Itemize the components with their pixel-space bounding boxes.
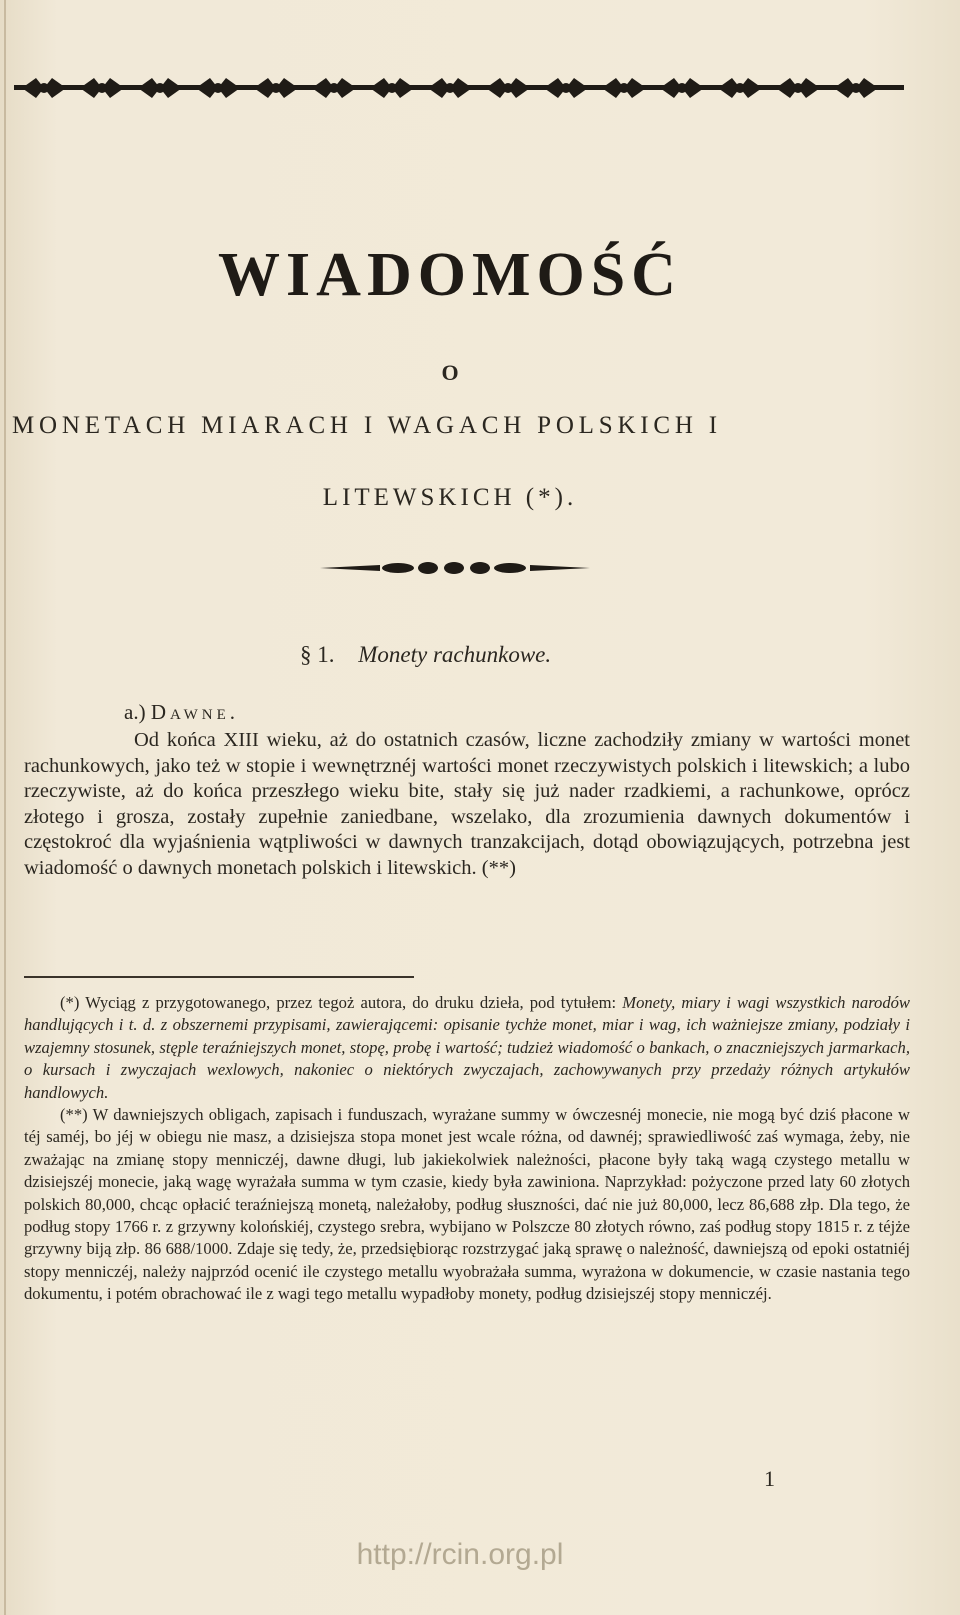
signature-mark: 1 <box>764 1466 775 1491</box>
ornament-dot <box>735 83 745 93</box>
footnote-1-marker: (*) <box>60 993 80 1012</box>
section-number: § 1. <box>300 642 335 667</box>
footnote-2-text: W dawniejszych obligach, zapisach i funduszach, wyrażane summy w ówczesnéj monecie, nie mogą być dziś płacone w téj saméj, bo jéj w obiegu nie masz, a dzisiejsza stopa monet jest wcale różna, od dawnéj; sprawiedliwość zaś wymaga, żeby, nie zważając na zmianę stopy menniczéj, dawne długi, lub jakiekolwiek należności, płacone były taką wagą czystego metallu w dzisiejszéj monecie, jaką wagę wyrażała summa w tym czasie, kiedy była zawiniona. Naprzykład: pożyczone przed laty 60 złotych polskich 80,000, chcąc opłacić teraźniejszą monetą, należałoby, podług słuszności, dać nie już 80,000, lecz 86,688 złp. Dla tego, że podług stopy 1766 r. z grzywny kolońskiéj, czystego srebra, wybijano w Polszcze 80 złotych równo, zaś podług stopy 1815 r. z téjże grzywny biją złp. 86 688/1000. Zdaje się tedy, że, przedsiębiorąc rozstrzygać jaką sprawę o należność, dawniejszą od epoki ostatniéj stopy menniczéj, należy najprzód ocenić ile czystego metallu wyobrażała summa, wyrażona w dokumencie, w czasie nastania tego dokumentu, i potém obrachować ile z wagi tego metallu wypadłoby monety, podług dzisiejszéj stopy menniczéj. <box>24 1105 910 1304</box>
ornament-dot <box>271 83 281 93</box>
ornament-dot <box>677 83 687 93</box>
footnote-1-text: Wyciąg z przygotowanego, przez tegoż autora, do druku dzieła, pod tytułem: <box>85 993 617 1012</box>
footer-url: http://rcin.org.pl <box>356 1538 564 1571</box>
footnote-2-marker: (**) <box>60 1105 88 1125</box>
footnote-rule <box>24 976 414 978</box>
ornament-dot <box>97 83 107 93</box>
section-heading <box>300 642 551 668</box>
ornament-dot <box>445 83 455 93</box>
footnote-1 <box>24 992 910 1104</box>
section-title: Monety rachunkowe. <box>358 642 552 667</box>
footnotes <box>24 992 910 1306</box>
middle-ornament-divider <box>320 560 590 576</box>
subtitle-o: O <box>441 360 459 385</box>
subsection-heading <box>124 700 239 725</box>
subsection-title: Dawne. <box>150 700 240 724</box>
ornament-dot <box>561 83 571 93</box>
body-paragraph: Od końca XIII wieku, aż do ostatnich czasów, liczne zachodziły zmiany w wartości monet rachunkowych, jako też w stopie i wewnętrznéj wartości monet rzeczywistych polskich i litewskich; a lubo rzeczywiste, aż do końca przeszłego wieku bite, stały się już nader rzadkiemi, a rachunkowe, oprócz złotego i grosza, zostały zupełnie zaniedbane, wszelako, dla zrozumienia dawnych dokumentów i częstokroć dla wyjaśnienia wątpliwości w dawnych tranzakcijach, dotąd obowiązujących, potrzebna jest wiadomość o dawnych monetach polskich i litewskich. (**) <box>24 729 910 879</box>
footnote-2 <box>24 1104 910 1306</box>
subsection-label: a.) <box>124 700 146 724</box>
ornament-dot <box>793 83 803 93</box>
body-text <box>24 728 910 882</box>
ornament-dot <box>503 83 513 93</box>
footnote-1-italic-title: Monety, miary i wagi wszystkich narodów handlujących i t. d. z obszernemi przypisami, zawierającemi: opisanie tychże monet, miar i wag, ich ważniejsze zmiany, podziały i wzajemny stosunek, stęple teraźniejszych monet, stopę, probę i wartość; tudzież wiadomość o bankach, o znaczniejszych jarmarkach, o kursach i zwyczajach wexlowych, nakoniec o niektórych zwyczajach, zachowywanych przy przedaży różnych artykułów handlowych. <box>24 993 911 1102</box>
subtitle-line-2: LITEWSKICH (*). <box>322 484 578 511</box>
ornament-dot <box>619 83 629 93</box>
ornament-dot <box>851 83 861 93</box>
ornament-dot <box>155 83 165 93</box>
ornament-dot <box>329 83 339 93</box>
page-title: WIADOMOŚĆ <box>218 241 682 309</box>
ornament-dot <box>213 83 223 93</box>
ornament-dot <box>39 83 49 93</box>
ornament-dot <box>387 83 397 93</box>
top-ornament-border <box>14 70 904 106</box>
subtitle-line-1: MONETACH MIARACH I WAGACH POLSKICH I <box>12 412 722 439</box>
